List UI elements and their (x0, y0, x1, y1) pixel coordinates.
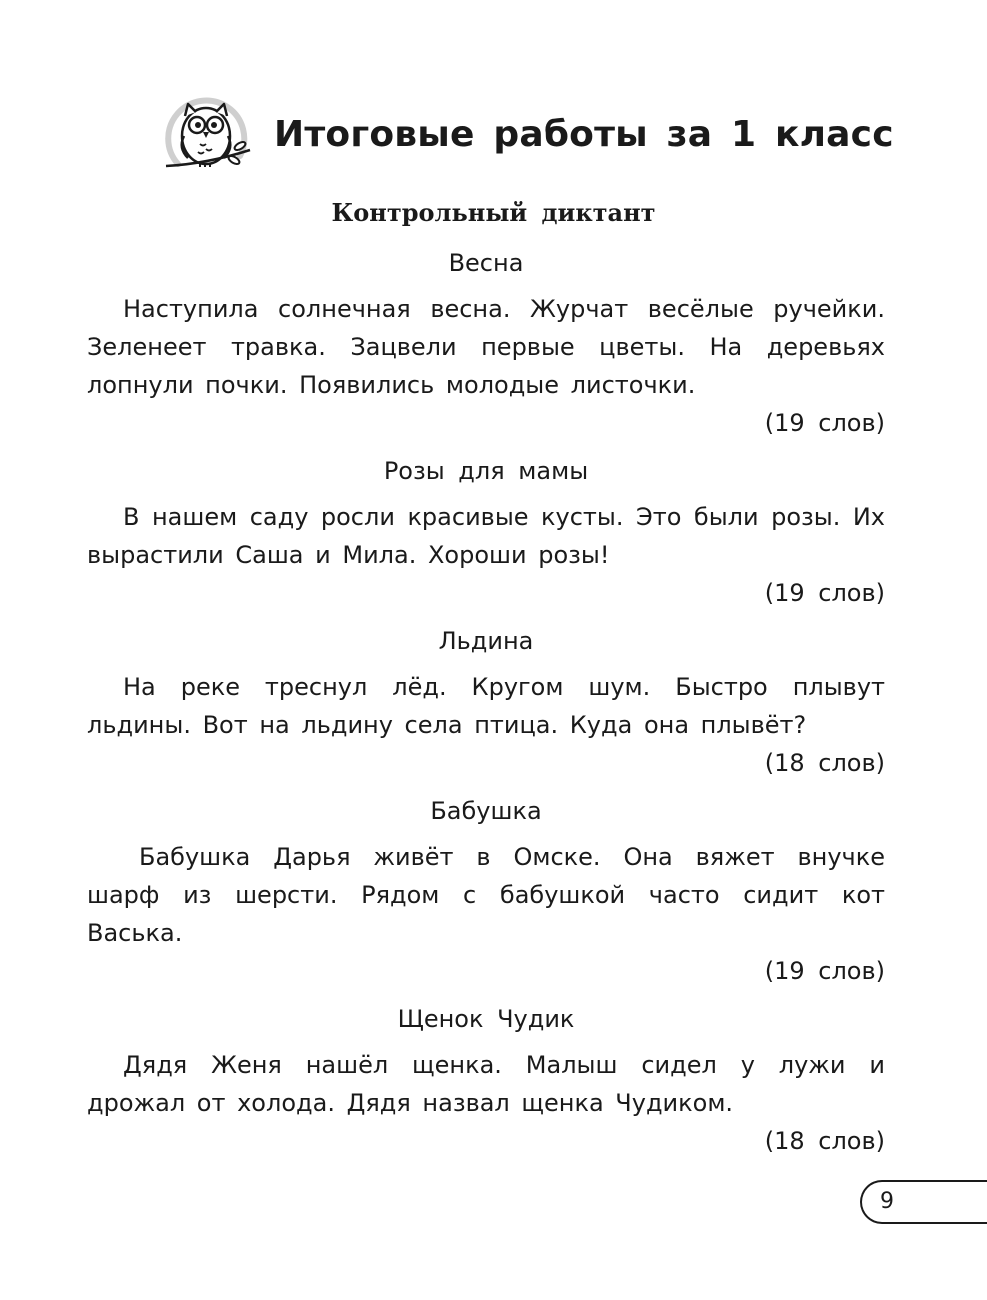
section-title: Щенок Чудик (397, 1005, 575, 1033)
word-count: (18 слов) (764, 749, 885, 777)
section-title: Весна (448, 249, 524, 277)
page-number-tab (860, 1180, 987, 1224)
section-text: На реке треснул лёд. Кругом шум. Быстро плывут льдины. Вот на льдину села птица. Куда она плывёт? (87, 673, 885, 739)
section-text: Наступила солнечная весна. Журчат весёлые ручейки. Зеленеет травка. Зацвели первые цветы. На деревьях лопнули почки. Появились молодые листочки. (87, 295, 885, 399)
section-text: В нашем саду росли красивые кусты. Это были розы. Их вырастили Саша и Мила. Хороши розы! (87, 503, 885, 569)
section-title: Бабушка (430, 797, 542, 825)
page-title: Итоговые работы за 1 класс (274, 114, 894, 155)
owl-icon (158, 94, 254, 176)
section-text: Бабушка Дарья живёт в Омске. Она вяжет внучке шарф из шерсти. Рядом с бабушкой часто сидит кот Васька. (87, 843, 885, 947)
word-count: (19 слов) (764, 409, 885, 437)
word-count: (19 слов) (764, 579, 885, 607)
page-number: 9 (880, 1189, 894, 1214)
section-title: Розы для мамы (383, 457, 589, 485)
section-text: Дядя Женя нашёл щенка. Малыш сидел у лужи и дрожал от холода. Дядя назвал щенка Чудиком. (87, 1051, 885, 1117)
section-title: Льдина (438, 627, 534, 655)
dictation-list (87, 244, 885, 1160)
subtitle: Контрольный диктант (331, 198, 656, 227)
word-count: (19 слов) (764, 957, 885, 985)
word-count: (18 слов) (764, 1127, 885, 1155)
page-header (158, 94, 894, 176)
